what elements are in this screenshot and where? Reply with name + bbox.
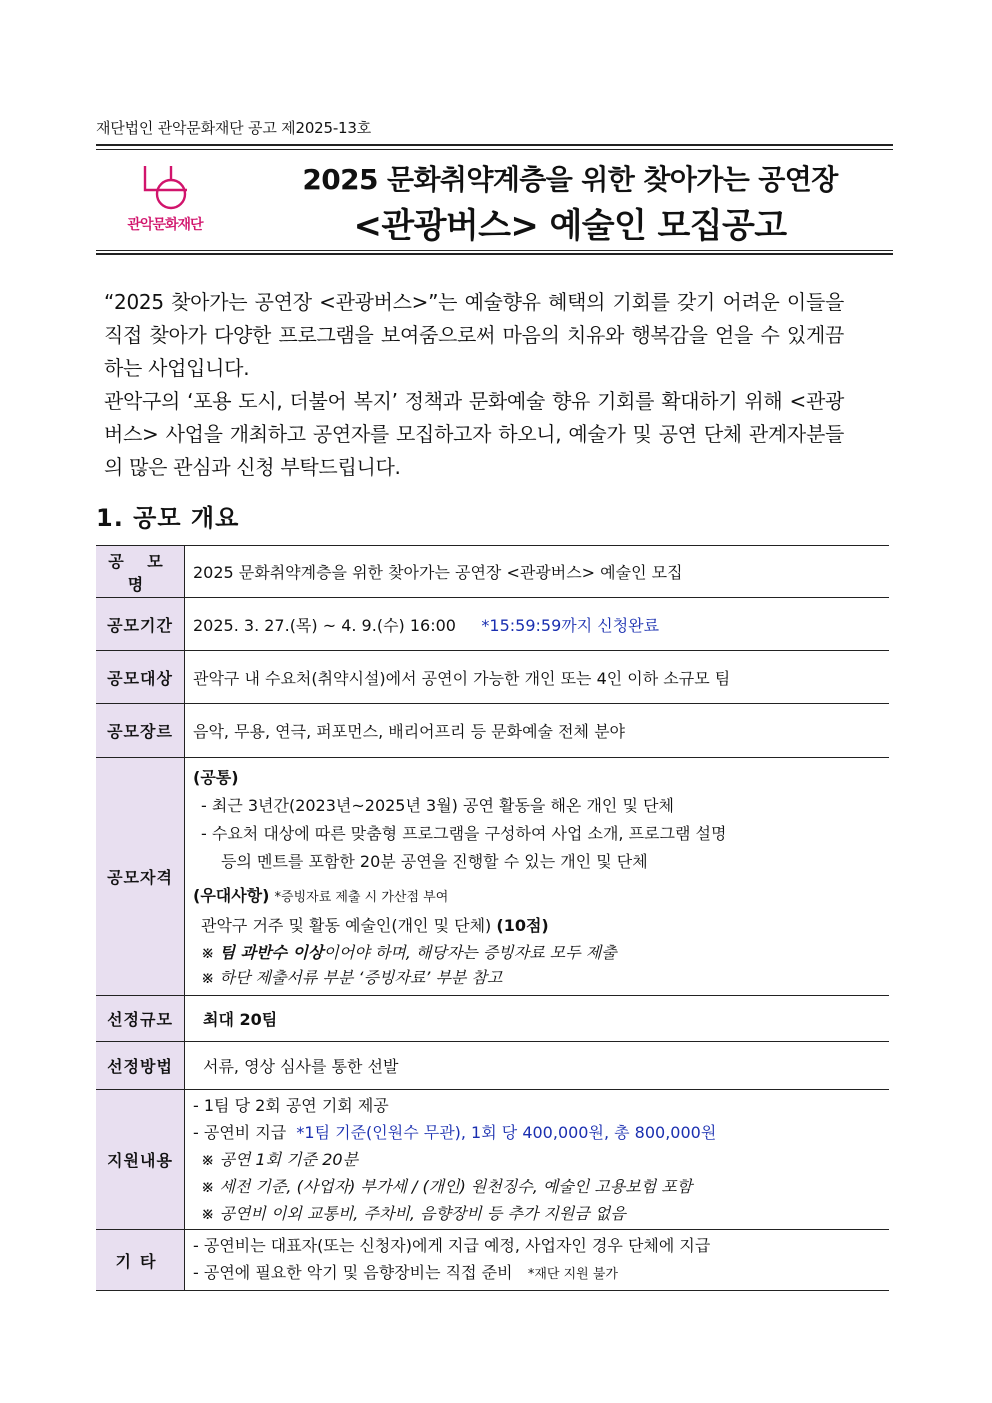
table-row-name xyxy=(96,546,889,598)
logo-text: 관악문화재단 xyxy=(127,217,203,233)
row-key: 선정규모 xyxy=(96,996,185,1042)
intro-paragraph-2: 관악구의 ‘포용 도시, 더불어 복지’ 정책과 문화예술 향유 기회를 확대하기 위해 <관광버스> 사업을 개최하고 공연자를 모집하고자 하오니, 예술가 및 공연 단체 관계자분들의 많은 관심과 신청 부탁드립니다. xyxy=(104,389,844,479)
intro-paragraph-1: “2025 찾아가는 공연장 <관광버스>”는 예술향유 혜택의 기회를 갖기 어려운 이들을 직접 찾아가 다양한 프로그램을 보여줌으로써 마음의 치유와 행복감을 얻을 수 있게끔 하는 사업입니다. xyxy=(104,290,844,380)
row-key: 공 모 명 xyxy=(96,546,185,598)
row-key: 공모장르 xyxy=(96,704,185,758)
common-item-2a: - 수요처 대상에 따른 맞춤형 프로그램을 구성하여 사업 소개, 프로그램 설명 xyxy=(201,823,727,843)
header-rule-top-thin xyxy=(96,149,893,150)
pref-note-2: ※ 하단 제출서류 부분 ‘증빙자료’ 부분 참고 xyxy=(201,967,503,987)
table-row-scale xyxy=(96,996,889,1042)
note-rest: 이어야 하며, 해당자는 증빙자료 모두 제출 xyxy=(323,942,617,962)
pref-item: 관악구 거주 및 활동 예술인(개인 및 단체) xyxy=(201,915,492,935)
foundation-logo xyxy=(115,160,215,240)
etc-item-2-note: *재단 지원 불가 xyxy=(527,1267,618,1282)
period-note: *15:59:59까지 신청완료 xyxy=(481,615,660,635)
support-note-3: ※ 공연비 이외 교통비, 주차비, 음향장비 등 추가 지원금 없음 xyxy=(201,1204,626,1223)
logo-mark-icon xyxy=(143,164,189,212)
page-title-line1: 2025 문화취약계층을 위한 찾아가는 공연장 xyxy=(302,163,838,196)
overview-table xyxy=(96,545,889,1291)
support-item-2: - 공연비 지급 xyxy=(193,1123,287,1142)
table-row-period xyxy=(96,598,889,651)
etc-item-2: - 공연에 필요한 악기 및 음향장비는 직접 준비 xyxy=(193,1263,513,1282)
row-value: 최대 20팀 xyxy=(185,996,890,1042)
row-key: 지원내용 xyxy=(96,1090,185,1230)
row-value: 2025 문화취약계층을 위한 찾아가는 공연장 <관광버스> 예술인 모집 xyxy=(185,546,890,598)
support-item-1: - 1팀 당 2회 공연 기회 제공 xyxy=(193,1096,389,1115)
row-value xyxy=(185,758,890,996)
section-title: 1. 공모 개요 xyxy=(96,504,240,532)
table-row-target xyxy=(96,651,889,704)
note-prefix: ※ xyxy=(201,942,220,962)
common-item-2b: 등의 멘트를 포함한 20분 공연을 진행할 수 있는 개인 및 단체 xyxy=(221,851,648,871)
row-key: 선정방법 xyxy=(96,1042,185,1090)
table-row-support xyxy=(96,1090,889,1230)
row-key: 공모자격 xyxy=(96,758,185,996)
etc-item-1: - 공연비는 대표자(또는 신청자)에게 지급 예정, 사업자인 경우 단체에 지급 xyxy=(193,1236,711,1255)
header-rule-top xyxy=(96,144,893,146)
note-emphasis: 팀 과반수 이상 xyxy=(219,942,324,962)
row-value: 음악, 무용, 연극, 퍼포먼스, 배리어프리 등 문화예술 전체 분야 xyxy=(185,704,890,758)
row-value: 서류, 영상 심사를 통한 선발 xyxy=(185,1042,890,1090)
pref-note-1 xyxy=(193,940,881,966)
pref-points: (10점) xyxy=(496,915,549,935)
row-value xyxy=(185,598,890,651)
table-row-method xyxy=(96,1042,889,1090)
row-value xyxy=(185,1230,890,1291)
header-rule-bottom-thin xyxy=(96,250,893,251)
table-row-etc xyxy=(96,1230,889,1291)
row-value: 관악구 내 수요처(취약시설)에서 공연이 가능한 개인 또는 4인 이하 소규모 팀 xyxy=(185,651,890,704)
pref-note: *증빙자료 제출 시 가산점 부여 xyxy=(274,889,449,905)
row-key: 공모기간 xyxy=(96,598,185,651)
period-value: 2025. 3. 27.(목) ~ 4. 9.(수) 16:00 xyxy=(193,615,456,635)
row-value xyxy=(185,1090,890,1230)
row-key: 기타 xyxy=(96,1230,185,1291)
notice-number: 재단법인 관악문화재단 공고 제2025-13호 xyxy=(96,119,372,137)
header-rule-bottom xyxy=(96,253,893,255)
pref-label: (우대사항) xyxy=(193,885,270,905)
row-key: 공모대상 xyxy=(96,651,185,704)
intro-text xyxy=(104,286,844,484)
page-title-line2: <관광버스> 예술인 모집공고 xyxy=(353,206,787,246)
common-item-1: - 최근 3년간(2023년~2025년 3월) 공연 활동을 해온 개인 및 단체 xyxy=(201,795,674,815)
support-note-1: ※ 공연 1회 기준 20분 xyxy=(201,1150,359,1169)
support-note-2: ※ 세전 기준, (사업자) 부가세 / (개인) 원천징수, 예술인 고용보험 포함 xyxy=(201,1177,693,1196)
common-label: (공통) xyxy=(193,767,239,787)
table-row-genre xyxy=(96,704,889,758)
table-row-qualification xyxy=(96,758,889,996)
support-item-2-note: *1팀 기준(인원수 무관), 1회 당 400,000원, 총 800,000원 xyxy=(296,1123,717,1142)
